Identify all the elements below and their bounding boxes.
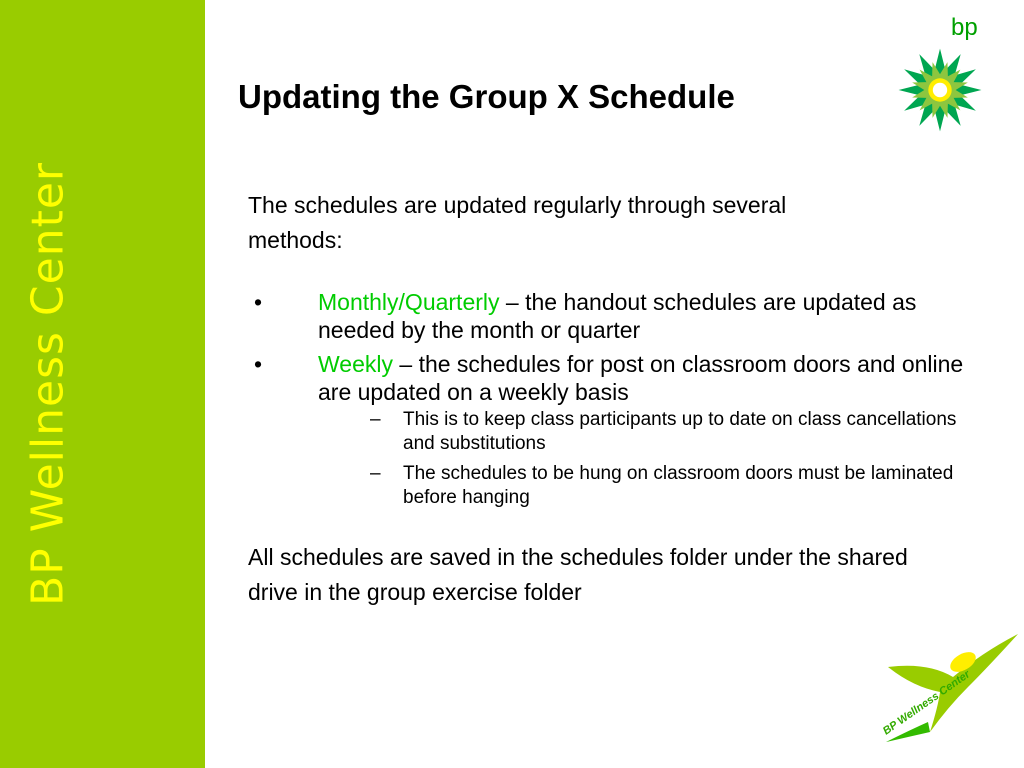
bullet-term: Monthly/Quarterly (318, 289, 500, 315)
side-title: BP Wellness Center (22, 161, 74, 607)
wellness-center-figure-icon (868, 632, 1024, 744)
sub-bullet-item (318, 408, 988, 456)
bullet-item (248, 288, 988, 344)
wellness-logo-text: BP Wellness Center (880, 668, 973, 738)
outro-paragraph: All schedules are saved in the schedules folder under the shared drive in the group exercise folder (248, 544, 908, 605)
intro-paragraph: The schedules are updated regularly through several methods: (248, 192, 787, 253)
sub-bullet-text: This is to keep class participants up to date on class cancellations and substitutions (403, 409, 957, 454)
sub-bullet-item (318, 462, 988, 510)
bp-helios-icon (895, 45, 985, 135)
bullet-term: Weekly (318, 351, 393, 377)
slide-title: Updating the Group X Schedule (238, 78, 735, 115)
dash-icon: – (370, 409, 381, 430)
sub-bullet-text: The schedules to be hung on classroom doors must be laminated before hanging (403, 463, 954, 508)
slide-content (248, 188, 988, 610)
bp-wordmark: bp (951, 14, 978, 41)
bullet-text: – the handout schedules are updated as needed by the month or quarter (318, 289, 917, 343)
bullet-list (248, 288, 988, 510)
bullet-dot-icon: • (254, 289, 263, 315)
dash-icon: – (370, 463, 381, 484)
bullet-text: – the schedules for post on classroom doors and online are updated on a weekly basis (318, 351, 964, 405)
sub-bullet-list (318, 408, 988, 510)
bullet-item (248, 350, 988, 510)
bullet-dot-icon: • (254, 351, 263, 377)
side-bar (0, 0, 205, 768)
